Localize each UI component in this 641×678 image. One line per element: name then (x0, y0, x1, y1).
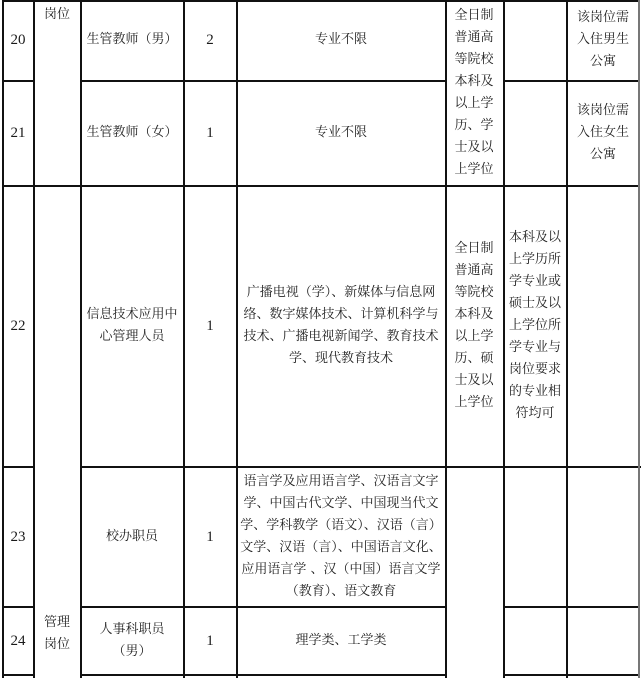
col-divider (503, 0, 505, 678)
row-number: 20 (10, 32, 26, 48)
post-name: 人事科职员（男） (99, 621, 165, 659)
major-requirement: 语言学及应用语言学、汉语言文字学、中国古代文学、中国现当代文学、学科教学（语文）、汉语（言）文学、汉语（言）、中国语言文化、应用语言学 、汉（中国）语言文学（教育）、语文教育 (240, 473, 442, 599)
post-count: 2 (206, 32, 214, 48)
col-divider (638, 0, 640, 678)
col-divider (445, 0, 447, 678)
post-count: 1 (206, 125, 214, 141)
education-requirement: 全日制普通高等院校本科及以上学历、学士及以上学位 (454, 7, 494, 177)
post-count: 1 (206, 318, 214, 334)
row-number: 24 (10, 632, 26, 649)
post-name: 校办职员 (105, 528, 158, 544)
post-count: 1 (206, 528, 214, 545)
education-requirement: 全日制普通高等院校本科及以上学历、硕士及以上学位 (454, 241, 494, 410)
row-number: 23 (10, 528, 26, 545)
row-divider (81, 674, 446, 676)
post-name: 生管教师（男） (86, 32, 178, 47)
category-cell-management: 管理岗位 (43, 615, 70, 652)
col-divider (566, 0, 568, 678)
major-requirement: 专业不限 (314, 125, 367, 140)
row-divider (504, 674, 640, 676)
col-divider (33, 0, 35, 678)
remark: 该岗位需入住男生公寓 (576, 10, 629, 69)
remark: 该岗位需入住女生公寓 (576, 103, 629, 162)
degree-major-note: 本科及以上学历所学专业或硕士及以上学位所学专业与岗位要求的专业相符均可 (509, 230, 562, 421)
major-requirement: 理学类、工学类 (295, 632, 387, 648)
post-name: 生管教师（女） (86, 125, 178, 140)
post-count: 1 (206, 632, 214, 649)
row-divider (2, 674, 34, 676)
major-requirement: 专业不限 (314, 32, 367, 47)
row-number: 21 (10, 125, 26, 141)
row-number: 22 (10, 318, 26, 334)
post-name: 信息技术应用中心管理人员 (86, 307, 178, 344)
major-requirement: 广播电视（学）、新媒体与信息网络、数字媒体技术、计算机科学与技术、广播电视新闻学、教育技术学、现代教育技术 (243, 285, 439, 366)
row-divider (504, 606, 640, 608)
category-cell: 岗位 (43, 7, 70, 22)
